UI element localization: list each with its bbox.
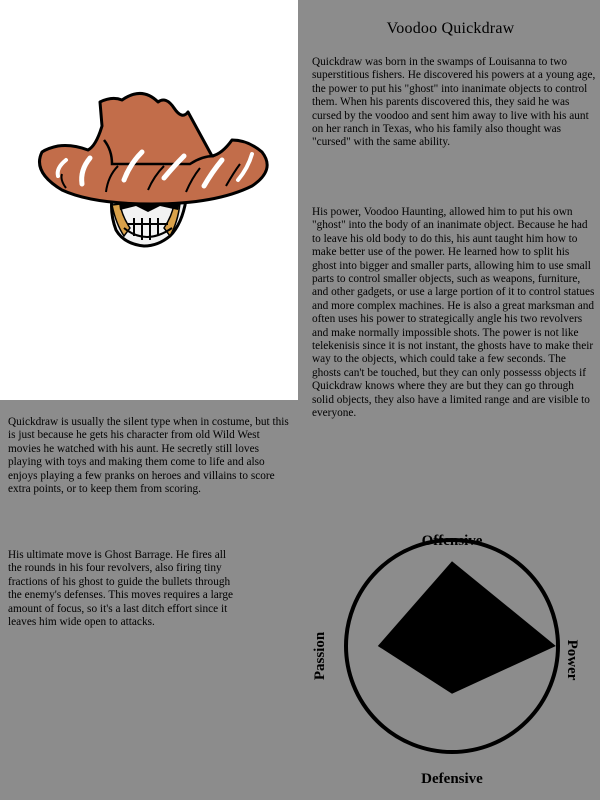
stat-diamond-chart — [300, 520, 600, 800]
bio-paragraph-origin: Quickdraw was born in the swamps of Louisanna to two superstitious fishers. He discovered his powers at a young age, the power to put his "ghost" into inanimate objects to control them. When his parents discovered this, they said he was cursed by the voodoo and sent him away to live with his aunt on her ranch in Texas, who his family also thought was "cursed" with the same ability. — [312, 56, 596, 149]
cowboy-hat — [40, 93, 268, 204]
ultimate-move-paragraph: His ultimate move is Ghost Barrage. He fires all the rounds in his four revolvers, also firing tiny fractions of his ghost to guide the bullets through the enemy's defenses. This moves requires a large amount of focus, so it's a last ditch effort since it leaves him wide open to attacks. — [8, 549, 233, 629]
portrait-panel — [0, 0, 298, 400]
axis-label-defensive: Defensive — [421, 771, 483, 787]
axis-label-offensive: Offensive — [421, 533, 483, 549]
axis-label-power: Power — [564, 639, 580, 681]
bio-paragraph-power: His power, Voodoo Haunting, allowed him to put his own "ghost" into the body of an inanimate object. Because he had to leave his old body to do this, his aunt taught him how to make better use of the power. He learned how to split his ghost into bigger and smaller parts, allowing him to use small parts to control smaller objects, such as weapons, furniture, and other gadgets, or use a large portion of it to control statues and more complex machines. He is also a great marksman and often uses his power to strategically angle his two revolvers and make normally impossible shots. The power is not like telekenisis since it is not instant, the ghosts have to make their way to the objects, which could take a few seconds. The ghosts can't be touched, but they can only possesss objects if Quickdraw knows where they are but they can go through solid objects, they also have a limited range and are visible to everyone. — [312, 206, 595, 420]
axis-label-passion: Passion — [312, 631, 328, 681]
stat-shape — [378, 561, 556, 694]
page-title: Voodoo Quickdraw — [386, 20, 515, 37]
personality-paragraph: Quickdraw is usually the silent type when in costume, but this is just because he gets his character from old Wild West movies he watched with his aunt. He secretly still loves playing with toys and making them come to life and also enjoys playing a few pranks on heroes and villains to score extra points, or to keep them from scoring. — [8, 416, 289, 496]
character-portrait — [0, 0, 298, 400]
